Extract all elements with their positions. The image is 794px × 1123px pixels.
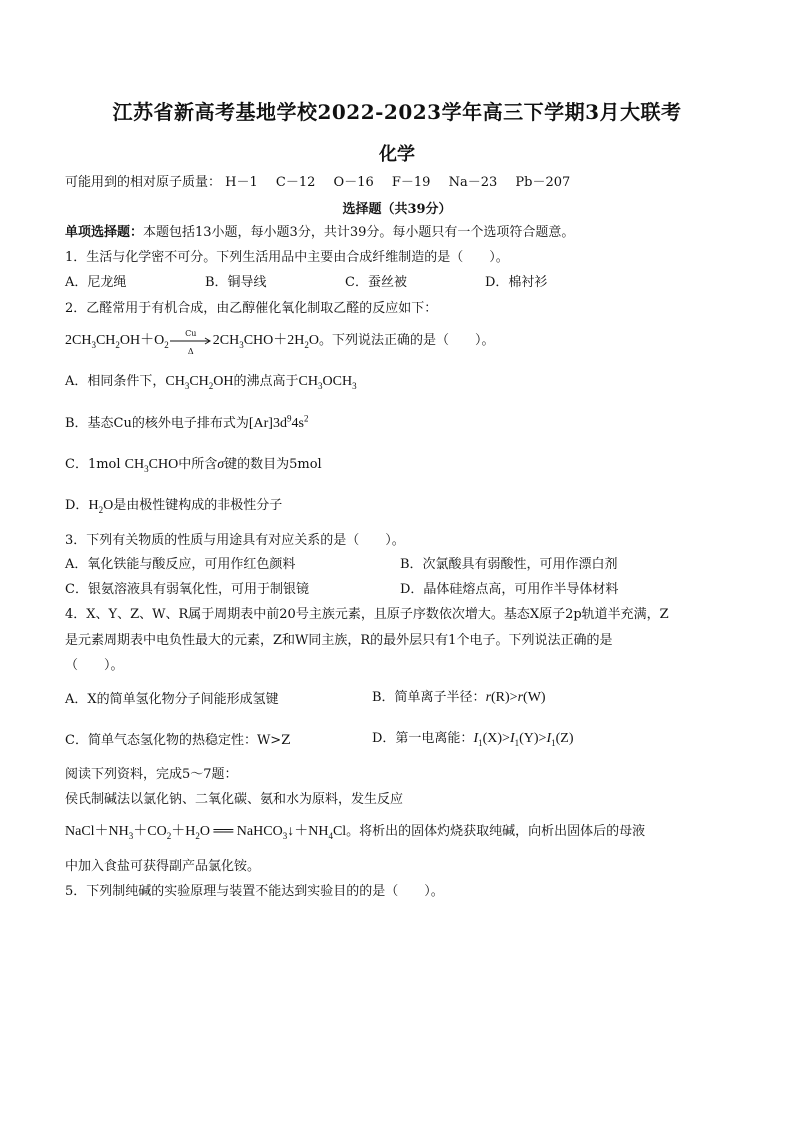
atomic-masses-line <box>65 174 584 192</box>
mass-o: O－16 <box>333 175 374 190</box>
mass-na: Na－23 <box>448 175 498 190</box>
q2-option-a: A．相同条件下，$CH_3CH_2OH$的沸点高于$CH_3OCH_3$ <box>65 374 357 391</box>
q3-option-c: C．银氨溶液具有弱氧化性，可用于制银镜 <box>65 582 309 597</box>
mass-f: F－19 <box>391 175 431 190</box>
q1-option-a: A．尼龙绳 <box>65 275 127 290</box>
q4-option-a: A．X的简单氢化物分子间能形成氢键 <box>65 692 279 707</box>
instructions <box>65 224 574 242</box>
q2-option-b: B．基态Cu的核外电子排布式为$[Ar]3d^94s^2$ <box>65 413 309 431</box>
reading-intro: 阅读下列资料，完成5～7题： <box>65 767 238 782</box>
q3-option-d: D．晶体硅熔点高，可用作半导体材料 <box>400 582 619 597</box>
q2-stem: 2．乙醛常用于有机合成，由乙醇催化氧化制取乙醛的反应如下： <box>65 301 438 316</box>
q1-option-b: B．铜导线 <box>205 275 267 290</box>
q1-option-d: D．棉衬衫 <box>485 275 548 290</box>
reading-line1: 侯氏制碱法以氯化钠、二氧化碳、氨和水为原料，发生反应 <box>65 792 404 807</box>
mass-pb: Pb－207 <box>515 175 571 190</box>
q3-option-a: A．氧化铁能与酸反应，可用作红色颜料 <box>65 557 296 572</box>
q2-equation-suffix: 。下列说法正确的是（ ）。 <box>319 333 495 348</box>
q4-option-d: D．第一电离能：$I_1(X)>I_1(Y)>I_1(Z)$ <box>372 731 574 748</box>
q4-stem-line1: 4．X、Y、Z、W、R属于周期表中前20号主族元素，且原子序数依次增大。基态X原子2p轨道半充满，Z <box>65 607 669 622</box>
reaction-arrow-icon: Cu Δ <box>169 334 213 348</box>
q1-stem: 1．生活与化学密不可分。下列生活用品中主要由合成纤维制造的是（ ）。 <box>65 250 509 265</box>
page-title: 江苏省新高考基地学校2022-2023学年高三下学期3月大联考 <box>112 100 682 124</box>
q2-equation-line: $2CH_3CH_2OH+O_2$ Cu Δ $2CH_3CHO+2H_2O$。下列说法正确的是（ ）。 <box>65 328 495 356</box>
q3-option-b: B．次氯酸具有弱酸性，可用作漂白剂 <box>400 557 618 572</box>
q4-stem-line2: 是元素周期表中电负性最大的元素，Z和W同主族，R的最外层只有1个电子。下列说法正确的是 <box>65 633 613 648</box>
section-title: 选择题（共39分） <box>342 202 452 217</box>
q2-equation: $2CH_3CH_2OH+O_2$ <box>65 333 169 350</box>
q2-option-c: C．1mol $CH_3CHO$中所含σ键的数目为5mol <box>65 457 322 474</box>
q4-stem-line3: （ ）。 <box>65 658 124 673</box>
q4-option-b: B．简单离子半径：r(R)>r(W) <box>372 690 546 705</box>
q3-stem: 3．下列有关物质的性质与用途具有对应关系的是（ ）。 <box>65 533 405 548</box>
mass-c: C－12 <box>275 175 316 190</box>
atomic-masses-label: 可能用到的相对原子质量： <box>65 175 222 190</box>
q4-option-c: C．简单气态氢化物的热稳定性：W>Z <box>65 733 291 748</box>
reading-equation-line: $NaCl+NH_3+CO_2+H_2O$ ══ $NaHCO_3↓+NH_4Cl$。将析出的固体灼烧获取纯碱，向析出固体后的母液 <box>65 824 646 841</box>
reading-equation: $NaCl+NH_3+CO_2+H_2O$ ══ $NaHCO_3↓+NH_4Cl$ <box>65 824 347 841</box>
subject-heading: 化学 <box>379 144 415 165</box>
q1-option-c: C．蚕丝被 <box>345 275 407 290</box>
q5-stem: 5．下列制纯碱的实验原理与装置不能达到实验目的的是（ ）。 <box>65 884 444 899</box>
instructions-text: 本题包括13小题，每小题3分，共计39分。每小题只有一个选项符合题意。 <box>143 225 575 240</box>
instructions-label: 单项选择题： <box>65 225 144 240</box>
mass-h: H－1 <box>225 175 258 190</box>
reading-line3: 中加入食盐可获得副产品氯化铵。 <box>65 859 261 874</box>
q2-option-d: D．$H_2O$是由极性键构成的非极性分子 <box>65 498 283 515</box>
